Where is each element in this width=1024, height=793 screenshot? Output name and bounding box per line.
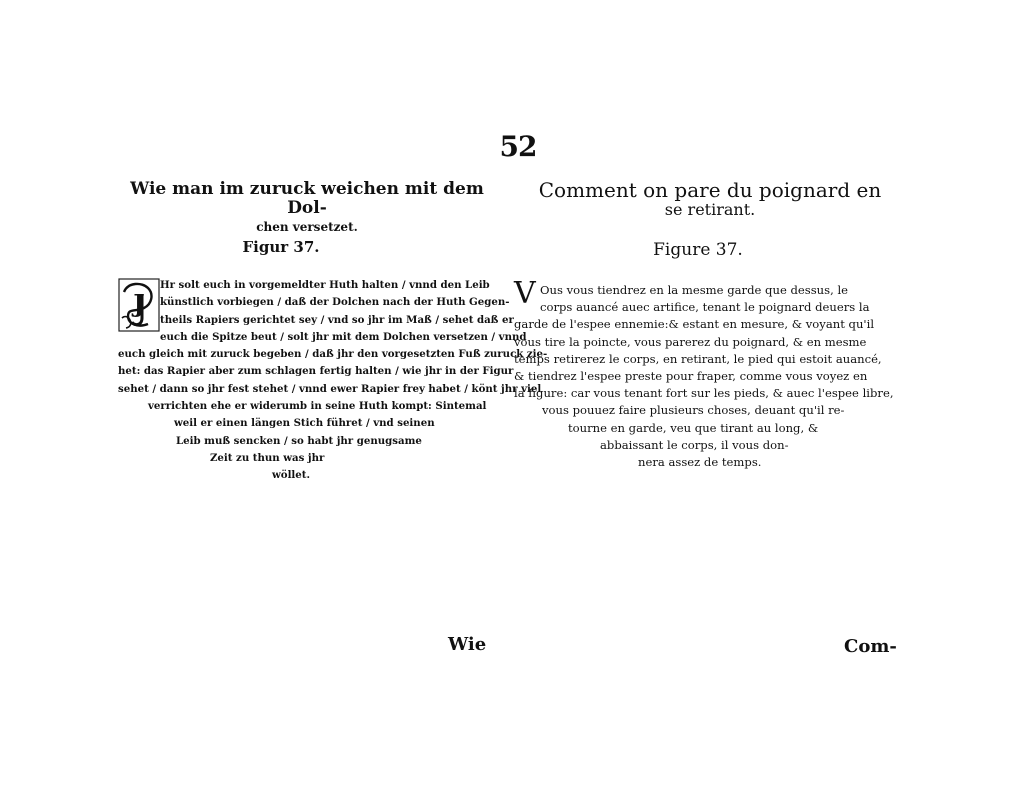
german-initial-letter: J <box>133 289 145 318</box>
german-line-6: het: das Rapier aber zum schlagen fertig halten / wie jhr in der Figur <box>118 365 514 378</box>
french-catchword: Com- <box>844 636 897 657</box>
french-body-text <box>514 282 906 471</box>
german-line-5: euch gleich mit zuruck begeben / daß jhr den vorgesetzten Fuß zuruck zie- <box>118 348 548 361</box>
german-line-2: künstlich vorbiegen / daß der Dolchen nach der Huth Gegen- <box>160 296 510 309</box>
french-heading <box>535 180 885 220</box>
german-figure-label: Figur 37. <box>242 238 320 256</box>
german-body-text <box>112 277 548 485</box>
french-line-6: & tiendrez l'espee preste pour fraper, comme vous voyez en <box>514 369 868 384</box>
german-line-11: Zeit zu thun was jhr <box>210 451 325 464</box>
french-line-8: vous pouuez faire plusieurs choses, deuant qu'il re- <box>542 403 845 418</box>
french-line-7: la figure: car vous tenant fort sur les pieds, & auec l'espee libre, <box>514 386 894 401</box>
german-line-7: sehet / dann so jhr fest stehet / vnnd ewer Rapier frey habet / könt jhr viel <box>118 382 542 395</box>
german-heading-line-2: chen versetzet. <box>256 220 358 234</box>
german-line-9: weil er einen längen Stich führet / vnd seinen <box>174 417 435 430</box>
german-line-4: euch die Spitze beut / solt jhr mit dem Dolchen versetzen / vnnd <box>160 330 527 343</box>
french-line-2: corps auancé auec artifice, tenant le poignard deuers la <box>540 300 870 315</box>
german-line-8: verrichten ehe er widerumb in seine Huth kompt: Sintemal <box>148 400 487 413</box>
french-heading-line-1: Comment on pare du poignard en <box>538 178 882 202</box>
french-heading-line-2: se retirant. <box>664 200 756 219</box>
french-figure-label: Figure 37. <box>653 240 743 260</box>
french-line-9: tourne en garde, veu que tirant au long, & <box>568 420 819 435</box>
german-line-1: Hr solt euch in vorgemeldter Huth halten / vnnd den Leib <box>160 279 490 291</box>
french-line-3: garde de l'espee ennemie:& estant en mesure, & voyant qu'il <box>514 317 875 332</box>
french-line-1: Ous vous tiendrez en la mesme garde que dessus, le <box>540 283 849 297</box>
german-heading-line-1: Wie man im zuruck weichen mit dem Dol- <box>130 179 484 218</box>
french-line-10: abbaissant le corps, il vous don- <box>600 437 789 452</box>
german-line-3: theils Rapiers gerichtet sey / vnd so jhr im Maß / sehet daß er <box>160 313 514 326</box>
french-line-4: vous tire la poincte, vous parerez du poignard, & en mesme <box>514 334 867 349</box>
french-line-11: nera assez de temps. <box>638 455 762 470</box>
german-line-12: wöllet. <box>272 469 311 482</box>
page-number: 52 <box>499 130 537 163</box>
french-line-5: temps retirerez le corps, en retirant, le pied qui estoit auancé, <box>514 351 882 366</box>
french-initial-v: V <box>514 276 536 311</box>
german-heading <box>112 180 502 237</box>
german-line-10: Leib muß sencken / so habt jhr genugsame <box>176 434 422 447</box>
german-catchword: Wie <box>448 634 487 655</box>
